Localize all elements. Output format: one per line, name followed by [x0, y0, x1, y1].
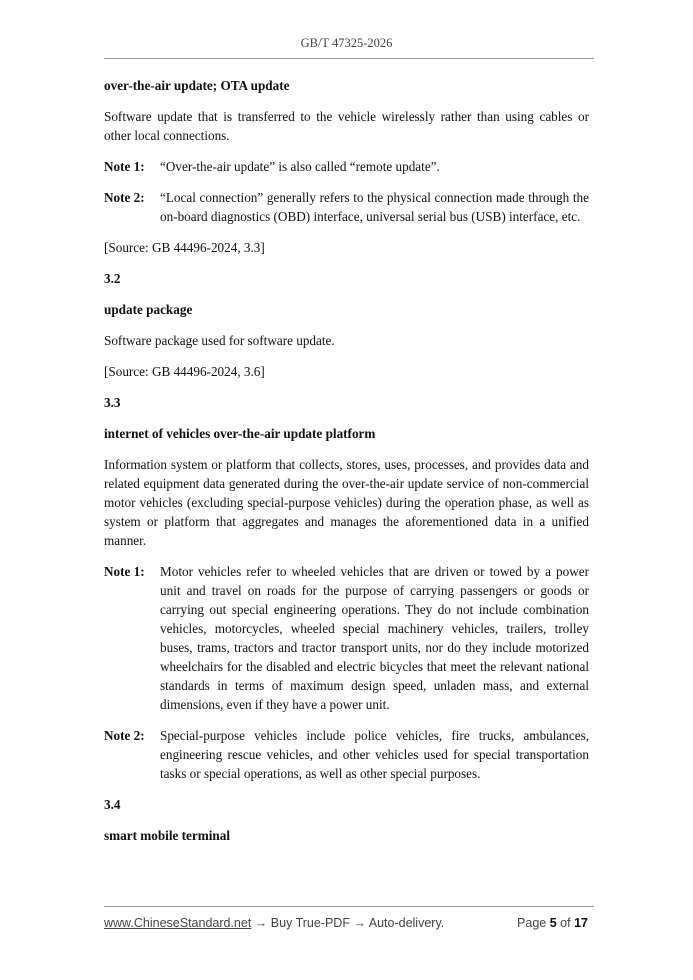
- note-label: Note 1:: [104, 159, 145, 174]
- term-3-3-title: internet of vehicles over-the-air update platform: [104, 426, 376, 441]
- footer-divider: [104, 906, 594, 907]
- arrow-right-icon: →: [254, 916, 268, 930]
- note-text: Special-purpose vehicles include police vehicles, fire trucks, ambulances, engineering rescue vehicles, and other vehicles used for special transportation tasks or special operations, as well as other special purposes.: [160, 728, 589, 781]
- buy-pdf-text: Buy True-PDF: [270, 916, 350, 930]
- term-3-2-source: [Source: GB 44496-2024, 3.6]: [104, 364, 265, 379]
- document-body: [104, 76, 589, 857]
- term-3-1-definition: Software update that is transferred to the vehicle wirelessly rather than using cables or other local connections.: [104, 109, 589, 143]
- term-3-2-number: 3.2: [104, 271, 121, 286]
- term-3-1-source: [Source: GB 44496-2024, 3.3]: [104, 240, 265, 255]
- term-3-1-note-1: [104, 157, 589, 176]
- note-label: Note 2:: [104, 728, 145, 743]
- term-3-2-definition: Software package used for software update.: [104, 333, 335, 348]
- of-word: of: [560, 916, 571, 930]
- page-counter: [517, 916, 588, 930]
- page-footer: [104, 916, 588, 930]
- note-text: “Local connection” generally refers to the physical connection made through the on-board diagnostics (OBD) interface, universal serial bus (USB) interface, etc.: [160, 190, 589, 224]
- footer-left: [104, 916, 444, 930]
- page-word: Page: [517, 916, 547, 930]
- term-3-3-number: 3.3: [104, 395, 121, 410]
- term-3-2-title: update package: [104, 302, 193, 317]
- note-text: Motor vehicles refer to wheeled vehicles that are driven or towed by a power unit and travel on roads for the purpose of carrying passengers or goods or carrying out special engineering operations. They do not include combination vehicles, motorcycles, wheeled special machinery vehicles, trailers, trolley buses, trams, tractors and tractor transport units, nor do they include motorized wheelchairs for the disabled and electric bicycles that meet the relevant national standards in terms of maximum design speed, unladen mass, and external dimensions, even if they have a power unit.: [160, 564, 589, 712]
- header-divider: [104, 58, 594, 59]
- term-3-3-note-1: [104, 562, 589, 714]
- term-3-4-number: 3.4: [104, 797, 121, 812]
- term-3-3-note-2: [104, 726, 589, 783]
- note-label: Note 2:: [104, 190, 145, 205]
- term-3-1-note-2: [104, 188, 589, 226]
- term-3-3-definition: Information system or platform that collects, stores, uses, processes, and provides data and related equipment data generated during the over-the-air update service of non-commercial motor vehicles (excluding special-purpose vehicles) during the operation phase, as well as system or platform that aggregates and manages the aforementioned data in a unified manner.: [104, 457, 589, 548]
- term-3-4-title: smart mobile terminal: [104, 828, 230, 843]
- note-label: Note 1:: [104, 564, 145, 579]
- term-3-1-title: over-the-air update; OTA update: [104, 78, 290, 93]
- page-total: 17: [574, 916, 588, 930]
- page-header-title: GB/T 47325-2026: [300, 36, 393, 50]
- arrow-right-icon: →: [353, 916, 366, 930]
- site-link[interactable]: www.ChineseStandard.net: [104, 916, 252, 930]
- page-number: 5: [549, 916, 557, 930]
- auto-delivery-text: Auto-delivery.: [368, 916, 445, 930]
- note-text: “Over-the-air update” is also called “remote update”.: [160, 159, 440, 174]
